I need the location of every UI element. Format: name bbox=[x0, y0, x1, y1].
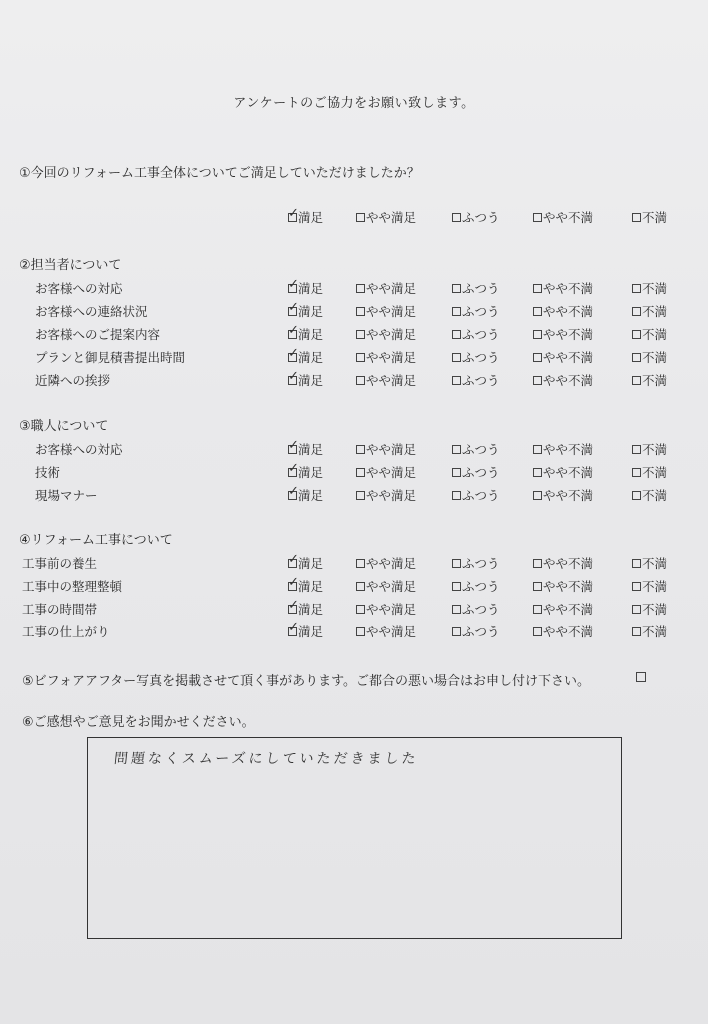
checkbox[interactable] bbox=[632, 376, 641, 385]
checkbox[interactable] bbox=[533, 307, 542, 316]
option-dissatisfied[interactable] bbox=[632, 463, 667, 481]
option-somewhat-satisfied[interactable] bbox=[356, 279, 416, 297]
option-label: 満足 bbox=[298, 281, 324, 296]
q2-row-5 bbox=[0, 368, 708, 391]
option-somewhat-satisfied[interactable] bbox=[356, 371, 416, 389]
option-satisfied[interactable] bbox=[288, 619, 324, 640]
checkbox[interactable] bbox=[533, 582, 542, 591]
option-somewhat-dissatisfied[interactable] bbox=[533, 554, 593, 572]
option-label: ふつう bbox=[462, 442, 500, 457]
option-dissatisfied[interactable] bbox=[632, 279, 667, 297]
handwritten-comment: 問題なくスムーズにしていただきました bbox=[113, 751, 420, 767]
checkbox[interactable] bbox=[356, 559, 365, 568]
q6-heading: ⑥ご感想やご意見をお聞かせください。 bbox=[22, 715, 255, 730]
option-label: やや満足 bbox=[366, 210, 417, 225]
check-mark-icon: ✓ bbox=[288, 597, 299, 613]
option-somewhat-dissatisfied[interactable] bbox=[533, 348, 593, 366]
option-dissatisfied[interactable] bbox=[632, 600, 667, 618]
option-dissatisfied[interactable] bbox=[632, 554, 667, 572]
option-somewhat-dissatisfied[interactable] bbox=[533, 302, 593, 320]
option-label: やや不満 bbox=[543, 327, 594, 342]
option-label: やや満足 bbox=[366, 350, 417, 365]
checkbox[interactable] bbox=[533, 353, 542, 362]
q2-heading: ②担当者について bbox=[19, 258, 122, 273]
checkbox[interactable] bbox=[356, 330, 365, 339]
option-label: ふつう bbox=[462, 624, 500, 639]
checkbox[interactable] bbox=[452, 353, 461, 362]
option-label: やや満足 bbox=[366, 304, 417, 319]
checkbox[interactable] bbox=[632, 284, 641, 293]
checkbox[interactable] bbox=[288, 619, 299, 636]
option-label: ふつう bbox=[462, 304, 500, 319]
checkbox[interactable] bbox=[632, 627, 641, 636]
q4-row-1 bbox=[0, 551, 708, 574]
option-neutral[interactable] bbox=[452, 622, 500, 640]
option-satisfied[interactable] bbox=[288, 205, 324, 226]
option-label: やや不満 bbox=[543, 304, 594, 319]
option-neutral[interactable] bbox=[452, 302, 500, 320]
option-neutral[interactable] bbox=[452, 600, 500, 618]
row-label: お客様への対応 bbox=[35, 281, 123, 296]
option-label: やや不満 bbox=[543, 442, 594, 457]
option-dissatisfied[interactable] bbox=[632, 348, 667, 366]
checkbox[interactable] bbox=[452, 468, 461, 477]
option-label: やや不満 bbox=[543, 350, 594, 365]
option-label: 不満 bbox=[642, 556, 668, 571]
option-label: やや不満 bbox=[543, 465, 594, 480]
option-label: 不満 bbox=[642, 373, 668, 388]
checkbox[interactable] bbox=[452, 445, 461, 454]
option-satisfied[interactable] bbox=[288, 483, 324, 504]
row-label: 現場マナー bbox=[35, 488, 98, 503]
option-label: 満足 bbox=[298, 602, 324, 617]
row-label: お客様へのご提案内容 bbox=[35, 327, 161, 342]
option-label: 不満 bbox=[642, 579, 668, 594]
option-label: やや不満 bbox=[543, 210, 594, 225]
option-label: ふつう bbox=[462, 579, 500, 594]
checkbox[interactable] bbox=[356, 582, 365, 591]
check-mark-icon: ✓ bbox=[288, 368, 299, 384]
option-neutral[interactable] bbox=[452, 577, 500, 595]
checkbox[interactable] bbox=[452, 330, 461, 339]
option-label: やや満足 bbox=[366, 442, 417, 457]
option-label: 不満 bbox=[642, 488, 668, 503]
option-label: 満足 bbox=[298, 373, 324, 388]
option-neutral[interactable] bbox=[452, 554, 500, 572]
option-label: やや不満 bbox=[543, 281, 594, 296]
option-label: 不満 bbox=[642, 624, 668, 639]
check-mark-icon: ✓ bbox=[288, 460, 299, 476]
checkbox[interactable] bbox=[533, 376, 542, 385]
checkbox[interactable] bbox=[288, 345, 299, 362]
option-label: やや満足 bbox=[366, 602, 417, 617]
row-label: プランと御見積書提出時間 bbox=[35, 350, 186, 365]
checkbox[interactable] bbox=[533, 330, 542, 339]
option-label: ふつう bbox=[462, 281, 500, 296]
checkbox[interactable] bbox=[288, 437, 299, 454]
option-somewhat-satisfied[interactable] bbox=[356, 325, 416, 343]
checkbox[interactable] bbox=[288, 276, 299, 293]
check-mark-icon: ✓ bbox=[288, 619, 299, 635]
checkbox[interactable] bbox=[356, 468, 365, 477]
option-somewhat-dissatisfied[interactable] bbox=[533, 486, 593, 504]
row-label: 技術 bbox=[35, 465, 61, 480]
option-label: ふつう bbox=[462, 373, 500, 388]
checkbox[interactable] bbox=[452, 307, 461, 316]
option-label: 満足 bbox=[298, 624, 324, 639]
q4-heading: ④リフォーム工事について bbox=[19, 533, 173, 548]
checkbox[interactable] bbox=[533, 213, 542, 222]
option-label: 不満 bbox=[642, 327, 668, 342]
q1-rating-row bbox=[0, 205, 708, 228]
option-dissatisfied[interactable] bbox=[632, 577, 667, 595]
check-mark-icon: ✓ bbox=[288, 205, 299, 221]
option-satisfied[interactable] bbox=[288, 276, 324, 297]
option-somewhat-satisfied[interactable] bbox=[356, 554, 416, 572]
option-dissatisfied[interactable] bbox=[632, 371, 667, 389]
q3-row-2 bbox=[0, 460, 708, 483]
checkbox[interactable] bbox=[356, 605, 365, 614]
option-somewhat-dissatisfied[interactable] bbox=[533, 463, 593, 481]
checkbox[interactable] bbox=[452, 213, 461, 222]
option-neutral[interactable] bbox=[452, 440, 500, 458]
q2-row-3 bbox=[0, 322, 708, 345]
option-label: やや不満 bbox=[543, 488, 594, 503]
checkbox[interactable] bbox=[533, 559, 542, 568]
option-label: 満足 bbox=[298, 327, 324, 342]
check-mark-icon: ✓ bbox=[288, 551, 299, 567]
q4-row-3 bbox=[0, 597, 708, 620]
q5-photo-consent-text: ⑤ビフォアアフター写真を掲載させて頂く事があります。ご都合の悪い場合はお申し付け下さい。 bbox=[22, 674, 591, 689]
option-satisfied[interactable] bbox=[288, 551, 324, 572]
option-satisfied[interactable] bbox=[288, 345, 324, 366]
option-label: 満足 bbox=[298, 556, 324, 571]
option-dissatisfied[interactable] bbox=[632, 486, 667, 504]
option-label: やや満足 bbox=[366, 465, 417, 480]
option-satisfied[interactable] bbox=[288, 597, 324, 618]
checkbox[interactable] bbox=[632, 213, 641, 222]
row-label: お客様への対応 bbox=[35, 442, 123, 457]
option-label: ふつう bbox=[462, 327, 500, 342]
option-label: 満足 bbox=[298, 304, 324, 319]
checkbox[interactable] bbox=[632, 468, 641, 477]
checkbox[interactable] bbox=[452, 376, 461, 385]
checkbox[interactable] bbox=[356, 491, 365, 500]
check-mark-icon: ✓ bbox=[288, 574, 299, 590]
option-satisfied[interactable] bbox=[288, 322, 324, 343]
row-label: お客様への連絡状況 bbox=[35, 304, 148, 319]
option-neutral[interactable] bbox=[452, 279, 500, 297]
option-label: 不満 bbox=[642, 210, 668, 225]
q1-heading: ①今回のリフォーム工事全体についてご満足していただけましたか？ bbox=[19, 166, 420, 181]
option-somewhat-dissatisfied[interactable] bbox=[533, 622, 593, 640]
q2-row-2 bbox=[0, 299, 708, 322]
option-somewhat-dissatisfied[interactable] bbox=[533, 577, 593, 595]
checkbox[interactable] bbox=[533, 468, 542, 477]
option-somewhat-satisfied[interactable] bbox=[356, 463, 416, 481]
option-somewhat-satisfied[interactable] bbox=[356, 486, 416, 504]
checkbox[interactable] bbox=[452, 491, 461, 500]
checkbox[interactable] bbox=[632, 559, 641, 568]
checkbox[interactable] bbox=[288, 205, 299, 222]
option-dissatisfied[interactable] bbox=[632, 325, 667, 343]
page-title: アンケートのご協力をお願い致します。 bbox=[233, 96, 475, 111]
option-somewhat-dissatisfied[interactable] bbox=[533, 600, 593, 618]
option-somewhat-dissatisfied[interactable] bbox=[533, 371, 593, 389]
option-label: やや満足 bbox=[366, 488, 417, 503]
checkbox[interactable] bbox=[288, 597, 299, 614]
option-satisfied[interactable] bbox=[288, 368, 324, 389]
checkbox[interactable] bbox=[533, 445, 542, 454]
option-label: 満足 bbox=[298, 488, 324, 503]
option-label: やや不満 bbox=[543, 624, 594, 639]
option-satisfied[interactable] bbox=[288, 299, 324, 320]
checkbox[interactable] bbox=[452, 582, 461, 591]
option-dissatisfied[interactable] bbox=[632, 622, 667, 640]
row-label: 工事前の養生 bbox=[22, 556, 98, 571]
checkbox[interactable] bbox=[356, 307, 365, 316]
option-somewhat-satisfied[interactable] bbox=[356, 622, 416, 640]
option-label: 不満 bbox=[642, 281, 668, 296]
option-somewhat-dissatisfied[interactable] bbox=[533, 279, 593, 297]
check-mark-icon: ✓ bbox=[288, 437, 299, 453]
option-label: 不満 bbox=[642, 602, 668, 617]
option-label: 満足 bbox=[298, 579, 324, 594]
check-mark-icon: ✓ bbox=[288, 345, 299, 361]
q3-row-1 bbox=[0, 437, 708, 460]
option-neutral[interactable] bbox=[452, 348, 500, 366]
checkbox[interactable] bbox=[533, 491, 542, 500]
option-label: ふつう bbox=[462, 488, 500, 503]
option-label: やや不満 bbox=[543, 556, 594, 571]
checkbox[interactable] bbox=[288, 299, 299, 316]
option-label: 不満 bbox=[642, 465, 668, 480]
option-label: やや満足 bbox=[366, 556, 417, 571]
checkbox[interactable] bbox=[632, 330, 641, 339]
q3-row-3 bbox=[0, 483, 708, 506]
q3-heading: ③職人について bbox=[19, 419, 109, 434]
checkbox[interactable] bbox=[288, 574, 299, 591]
check-mark-icon: ✓ bbox=[288, 299, 299, 315]
option-label: やや満足 bbox=[366, 624, 417, 639]
option-label: やや満足 bbox=[366, 327, 417, 342]
option-dissatisfied[interactable] bbox=[632, 208, 667, 226]
option-label: ふつう bbox=[462, 350, 500, 365]
option-label: やや満足 bbox=[366, 281, 417, 296]
checkbox[interactable] bbox=[452, 284, 461, 293]
checkbox[interactable] bbox=[356, 213, 365, 222]
option-label: 不満 bbox=[642, 304, 668, 319]
checkbox[interactable] bbox=[452, 627, 461, 636]
option-label: 満足 bbox=[298, 442, 324, 457]
option-neutral[interactable] bbox=[452, 325, 500, 343]
option-neutral[interactable] bbox=[452, 371, 500, 389]
checkbox[interactable] bbox=[356, 376, 365, 385]
checkbox[interactable] bbox=[356, 445, 365, 454]
check-mark-icon: ✓ bbox=[288, 483, 299, 499]
option-neutral[interactable] bbox=[452, 463, 500, 481]
row-label: 近隣への挨拶 bbox=[35, 373, 111, 388]
check-mark-icon: ✓ bbox=[288, 322, 299, 338]
checkbox[interactable] bbox=[452, 559, 461, 568]
checkbox[interactable] bbox=[288, 551, 299, 568]
option-label: やや不満 bbox=[543, 373, 594, 388]
checkbox[interactable] bbox=[632, 307, 641, 316]
option-somewhat-satisfied[interactable] bbox=[356, 577, 416, 595]
q2-row-1 bbox=[0, 276, 708, 299]
checkbox[interactable] bbox=[356, 353, 365, 362]
option-label: やや不満 bbox=[543, 602, 594, 617]
option-neutral[interactable] bbox=[452, 486, 500, 504]
checkbox[interactable] bbox=[533, 605, 542, 614]
option-somewhat-dissatisfied[interactable] bbox=[533, 440, 593, 458]
checkbox[interactable] bbox=[356, 627, 365, 636]
option-label: 不満 bbox=[642, 442, 668, 457]
checkbox[interactable] bbox=[533, 627, 542, 636]
row-label: 工事の時間帯 bbox=[22, 602, 98, 617]
q4-row-4 bbox=[0, 619, 708, 642]
check-mark-icon: ✓ bbox=[288, 276, 299, 292]
checkbox[interactable] bbox=[632, 582, 641, 591]
photo-consent-checkbox[interactable] bbox=[636, 672, 646, 682]
option-label: ふつう bbox=[462, 602, 500, 617]
option-somewhat-satisfied[interactable] bbox=[356, 208, 416, 226]
option-satisfied[interactable] bbox=[288, 574, 324, 595]
option-somewhat-dissatisfied[interactable] bbox=[533, 325, 593, 343]
option-label: 満足 bbox=[298, 350, 324, 365]
option-neutral[interactable] bbox=[452, 208, 500, 226]
option-dissatisfied[interactable] bbox=[632, 440, 667, 458]
option-label: 満足 bbox=[298, 465, 324, 480]
checkbox[interactable] bbox=[288, 460, 299, 477]
option-somewhat-satisfied[interactable] bbox=[356, 440, 416, 458]
checkbox[interactable] bbox=[288, 483, 299, 500]
option-somewhat-satisfied[interactable] bbox=[356, 600, 416, 618]
option-label: やや不満 bbox=[543, 579, 594, 594]
option-satisfied[interactable] bbox=[288, 437, 324, 458]
option-label: ふつう bbox=[462, 210, 500, 225]
option-somewhat-satisfied[interactable] bbox=[356, 348, 416, 366]
option-somewhat-satisfied[interactable] bbox=[356, 302, 416, 320]
comment-box[interactable] bbox=[87, 737, 622, 939]
option-satisfied[interactable] bbox=[288, 460, 324, 481]
row-label: 工事の仕上がり bbox=[22, 624, 110, 639]
option-label: 満足 bbox=[298, 210, 324, 225]
option-label: ふつう bbox=[462, 556, 500, 571]
option-label: ふつう bbox=[462, 465, 500, 480]
checkbox[interactable] bbox=[632, 605, 641, 614]
q4-row-2 bbox=[0, 574, 708, 597]
checkbox[interactable] bbox=[452, 605, 461, 614]
checkbox[interactable] bbox=[632, 445, 641, 454]
checkbox[interactable] bbox=[533, 284, 542, 293]
option-dissatisfied[interactable] bbox=[632, 302, 667, 320]
checkbox[interactable] bbox=[356, 284, 365, 293]
checkbox[interactable] bbox=[632, 491, 641, 500]
q2-row-4 bbox=[0, 345, 708, 368]
option-label: 不満 bbox=[642, 350, 668, 365]
option-label: やや満足 bbox=[366, 373, 417, 388]
checkbox[interactable] bbox=[288, 322, 299, 339]
checkbox[interactable] bbox=[632, 353, 641, 362]
option-label: やや満足 bbox=[366, 579, 417, 594]
option-somewhat-dissatisfied[interactable] bbox=[533, 208, 593, 226]
checkbox[interactable] bbox=[288, 368, 299, 385]
row-label: 工事中の整理整頓 bbox=[22, 579, 123, 594]
